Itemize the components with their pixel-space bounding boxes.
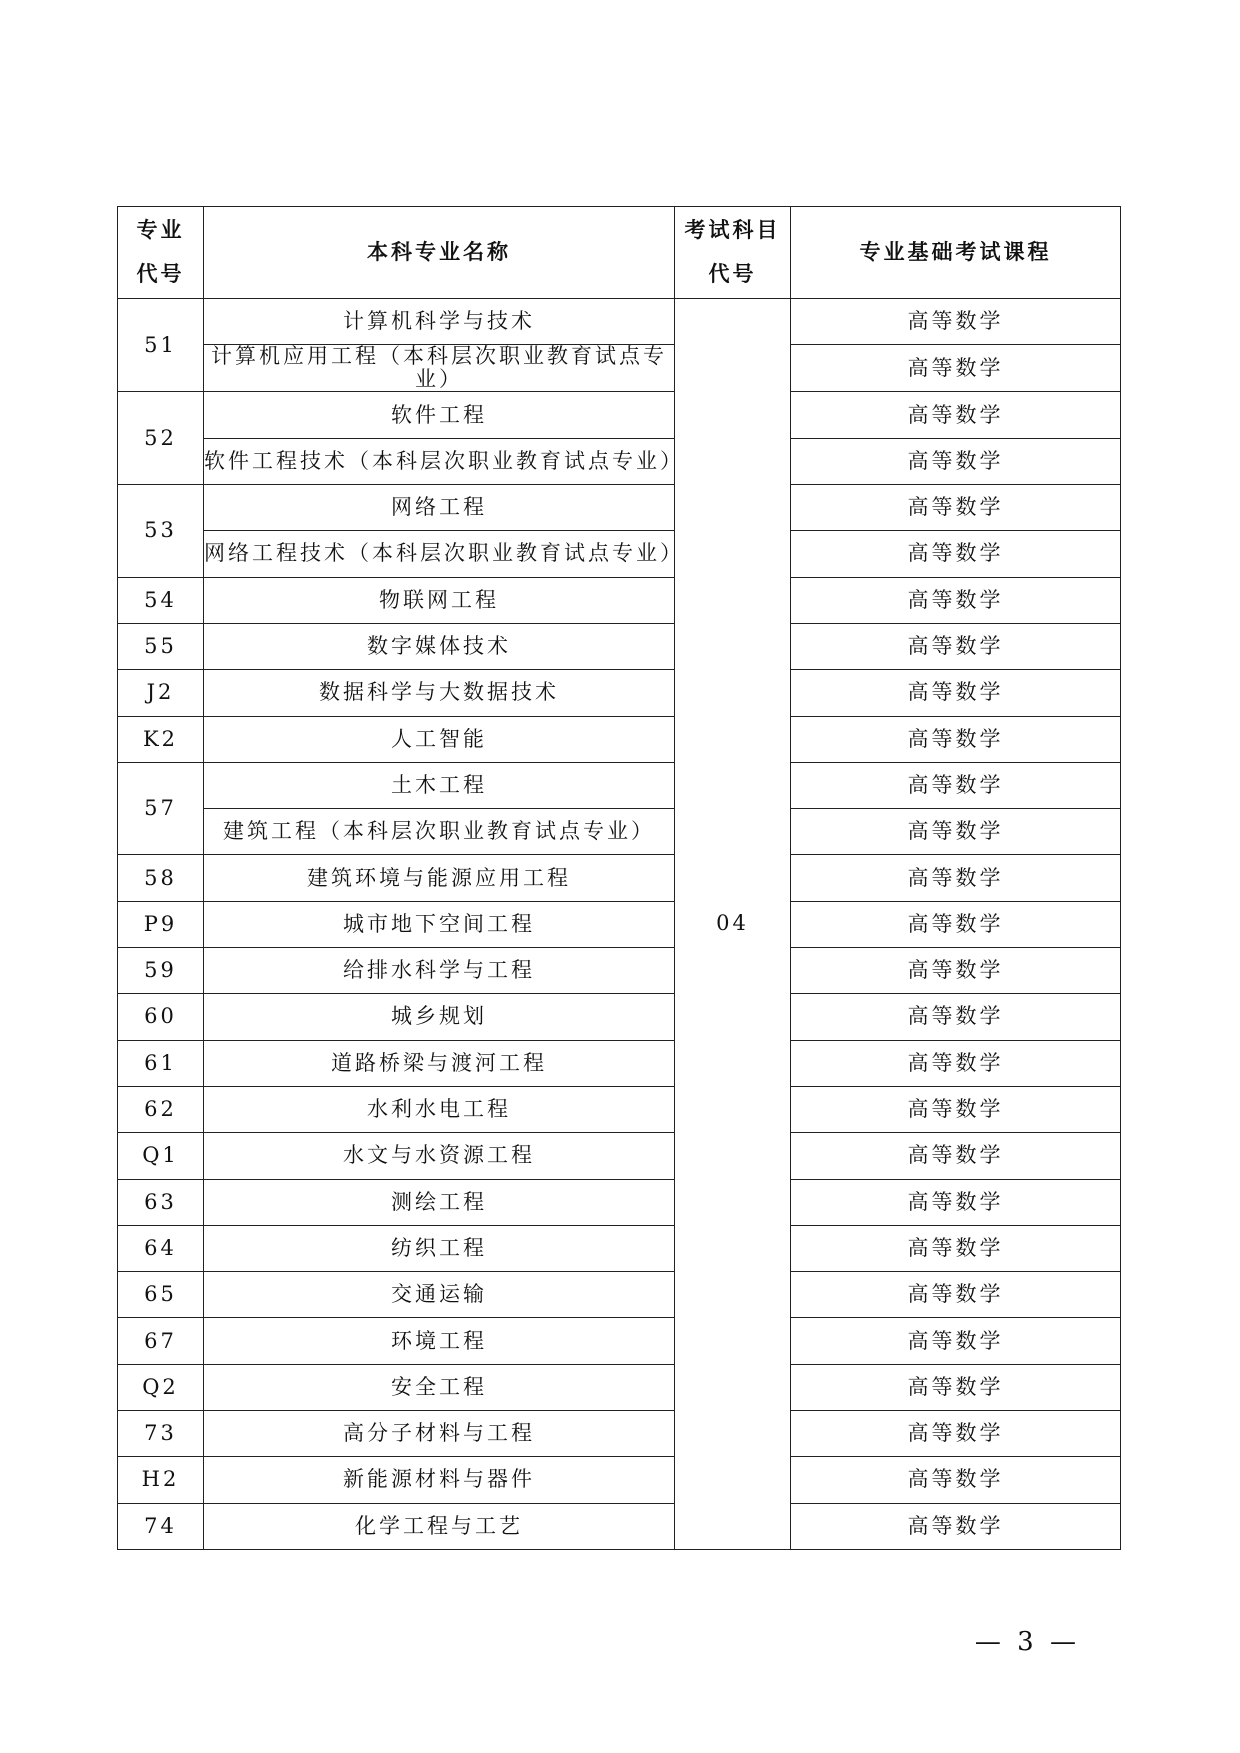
major-code-cell: 55 bbox=[118, 623, 204, 669]
major-code-cell: 62 bbox=[118, 1086, 204, 1132]
course-cell: 高等数学 bbox=[791, 762, 1121, 808]
course-cell: 高等数学 bbox=[791, 299, 1121, 345]
major-code-cell: 60 bbox=[118, 994, 204, 1040]
major-name-cell: 网络工程 bbox=[204, 485, 675, 531]
course-cell: 高等数学 bbox=[791, 623, 1121, 669]
major-code-cell: Q2 bbox=[118, 1364, 204, 1410]
table-row bbox=[118, 1411, 1121, 1457]
table-row bbox=[118, 1179, 1121, 1225]
table-row bbox=[118, 855, 1121, 901]
major-name-cell: 建筑环境与能源应用工程 bbox=[204, 855, 675, 901]
table-row bbox=[118, 1272, 1121, 1318]
table-body bbox=[118, 299, 1121, 1550]
majors-table bbox=[117, 206, 1121, 1550]
major-name-cell: 安全工程 bbox=[204, 1364, 675, 1410]
header-exam-line2: 代号 bbox=[708, 261, 757, 286]
course-cell: 高等数学 bbox=[791, 1503, 1121, 1549]
course-cell: 高等数学 bbox=[791, 1318, 1121, 1364]
table-row bbox=[118, 1503, 1121, 1549]
major-name-cell: 计算机科学与技术 bbox=[204, 299, 675, 345]
major-name-cell: 物联网工程 bbox=[204, 577, 675, 623]
major-name-cell: 水利水电工程 bbox=[204, 1086, 675, 1132]
course-cell: 高等数学 bbox=[791, 1272, 1121, 1318]
major-name-cell: 新能源材料与器件 bbox=[204, 1457, 675, 1503]
course-cell: 高等数学 bbox=[791, 1225, 1121, 1271]
major-code-cell: 74 bbox=[118, 1503, 204, 1549]
major-name-cell: 土木工程 bbox=[204, 762, 675, 808]
course-cell: 高等数学 bbox=[791, 1411, 1121, 1457]
major-code-cell: 67 bbox=[118, 1318, 204, 1364]
major-name-cell: 交通运输 bbox=[204, 1272, 675, 1318]
table-row bbox=[118, 1086, 1121, 1132]
major-name-cell: 数据科学与大数据技术 bbox=[204, 670, 675, 716]
major-name-cell: 城市地下空间工程 bbox=[204, 901, 675, 947]
major-name-cell: 人工智能 bbox=[204, 716, 675, 762]
table-row bbox=[118, 345, 1121, 392]
table-row bbox=[118, 392, 1121, 438]
course-cell: 高等数学 bbox=[791, 345, 1121, 392]
major-code-cell: 59 bbox=[118, 948, 204, 994]
major-code-cell: 54 bbox=[118, 577, 204, 623]
header-code bbox=[118, 207, 204, 299]
table-row bbox=[118, 716, 1121, 762]
major-code-cell: 57 bbox=[118, 762, 204, 855]
course-cell: 高等数学 bbox=[791, 392, 1121, 438]
major-code-cell: P9 bbox=[118, 901, 204, 947]
table-row bbox=[118, 1225, 1121, 1271]
table-row bbox=[118, 762, 1121, 808]
table-row bbox=[118, 1318, 1121, 1364]
major-code-cell: 61 bbox=[118, 1040, 204, 1086]
table-row bbox=[118, 577, 1121, 623]
major-code-cell: 65 bbox=[118, 1272, 204, 1318]
major-name-cell: 网络工程技术（本科层次职业教育试点专业） bbox=[204, 531, 675, 577]
table-row bbox=[118, 901, 1121, 947]
major-name-cell: 道路桥梁与渡河工程 bbox=[204, 1040, 675, 1086]
table-row bbox=[118, 299, 1121, 345]
course-cell: 高等数学 bbox=[791, 948, 1121, 994]
course-cell: 高等数学 bbox=[791, 809, 1121, 855]
course-cell: 高等数学 bbox=[791, 994, 1121, 1040]
table-row bbox=[118, 623, 1121, 669]
header-exam-code bbox=[675, 207, 791, 299]
major-code-cell: J2 bbox=[118, 670, 204, 716]
table-row bbox=[118, 948, 1121, 994]
table-row bbox=[118, 809, 1121, 855]
header-exam-line1: 考试科目 bbox=[684, 218, 781, 243]
table-row bbox=[118, 1040, 1121, 1086]
course-cell: 高等数学 bbox=[791, 1040, 1121, 1086]
major-code-cell: 52 bbox=[118, 392, 204, 485]
table-row bbox=[118, 1457, 1121, 1503]
header-code-line1: 专业 bbox=[136, 218, 185, 243]
course-cell: 高等数学 bbox=[791, 716, 1121, 762]
course-cell: 高等数学 bbox=[791, 855, 1121, 901]
major-name-cell: 高分子材料与工程 bbox=[204, 1411, 675, 1457]
page-number: — 3 — bbox=[974, 1627, 1080, 1657]
major-name-cell: 软件工程 bbox=[204, 392, 675, 438]
table-row bbox=[118, 485, 1121, 531]
major-code-cell: 53 bbox=[118, 485, 204, 578]
table-row bbox=[118, 438, 1121, 484]
course-cell: 高等数学 bbox=[791, 1457, 1121, 1503]
course-cell: 高等数学 bbox=[791, 901, 1121, 947]
course-cell: 高等数学 bbox=[791, 1179, 1121, 1225]
table-row bbox=[118, 1364, 1121, 1410]
major-name-cell: 纺织工程 bbox=[204, 1225, 675, 1271]
major-name-cell: 计算机应用工程（本科层次职业教育试点专业） bbox=[204, 345, 675, 392]
course-cell: 高等数学 bbox=[791, 438, 1121, 484]
course-cell: 高等数学 bbox=[791, 1364, 1121, 1410]
course-cell: 高等数学 bbox=[791, 670, 1121, 716]
major-code-cell: 73 bbox=[118, 1411, 204, 1457]
major-code-cell: Q1 bbox=[118, 1133, 204, 1179]
table-row bbox=[118, 1133, 1121, 1179]
major-code-cell: 64 bbox=[118, 1225, 204, 1271]
course-cell: 高等数学 bbox=[791, 485, 1121, 531]
header-code-line2: 代号 bbox=[136, 261, 185, 286]
major-code-cell: 63 bbox=[118, 1179, 204, 1225]
major-code-cell: H2 bbox=[118, 1457, 204, 1503]
exam-code-cell: 04 bbox=[675, 299, 791, 1550]
major-name-cell: 测绘工程 bbox=[204, 1179, 675, 1225]
course-cell: 高等数学 bbox=[791, 531, 1121, 577]
major-name-cell: 水文与水资源工程 bbox=[204, 1133, 675, 1179]
course-cell: 高等数学 bbox=[791, 577, 1121, 623]
header-major-name: 本科专业名称 bbox=[204, 207, 675, 299]
major-name-cell: 数字媒体技术 bbox=[204, 623, 675, 669]
table-header-row bbox=[118, 207, 1121, 299]
major-name-cell: 化学工程与工艺 bbox=[204, 1503, 675, 1549]
major-code-cell: 58 bbox=[118, 855, 204, 901]
header-course: 专业基础考试课程 bbox=[791, 207, 1121, 299]
major-code-cell: K2 bbox=[118, 716, 204, 762]
course-cell: 高等数学 bbox=[791, 1133, 1121, 1179]
table-row bbox=[118, 994, 1121, 1040]
major-name-cell: 环境工程 bbox=[204, 1318, 675, 1364]
major-name-cell: 软件工程技术（本科层次职业教育试点专业） bbox=[204, 438, 675, 484]
major-name-cell: 城乡规划 bbox=[204, 994, 675, 1040]
major-name-cell: 建筑工程（本科层次职业教育试点专业） bbox=[204, 809, 675, 855]
table-row bbox=[118, 531, 1121, 577]
table-row bbox=[118, 670, 1121, 716]
course-cell: 高等数学 bbox=[791, 1086, 1121, 1132]
major-code-cell: 51 bbox=[118, 299, 204, 392]
major-name-cell: 给排水科学与工程 bbox=[204, 948, 675, 994]
